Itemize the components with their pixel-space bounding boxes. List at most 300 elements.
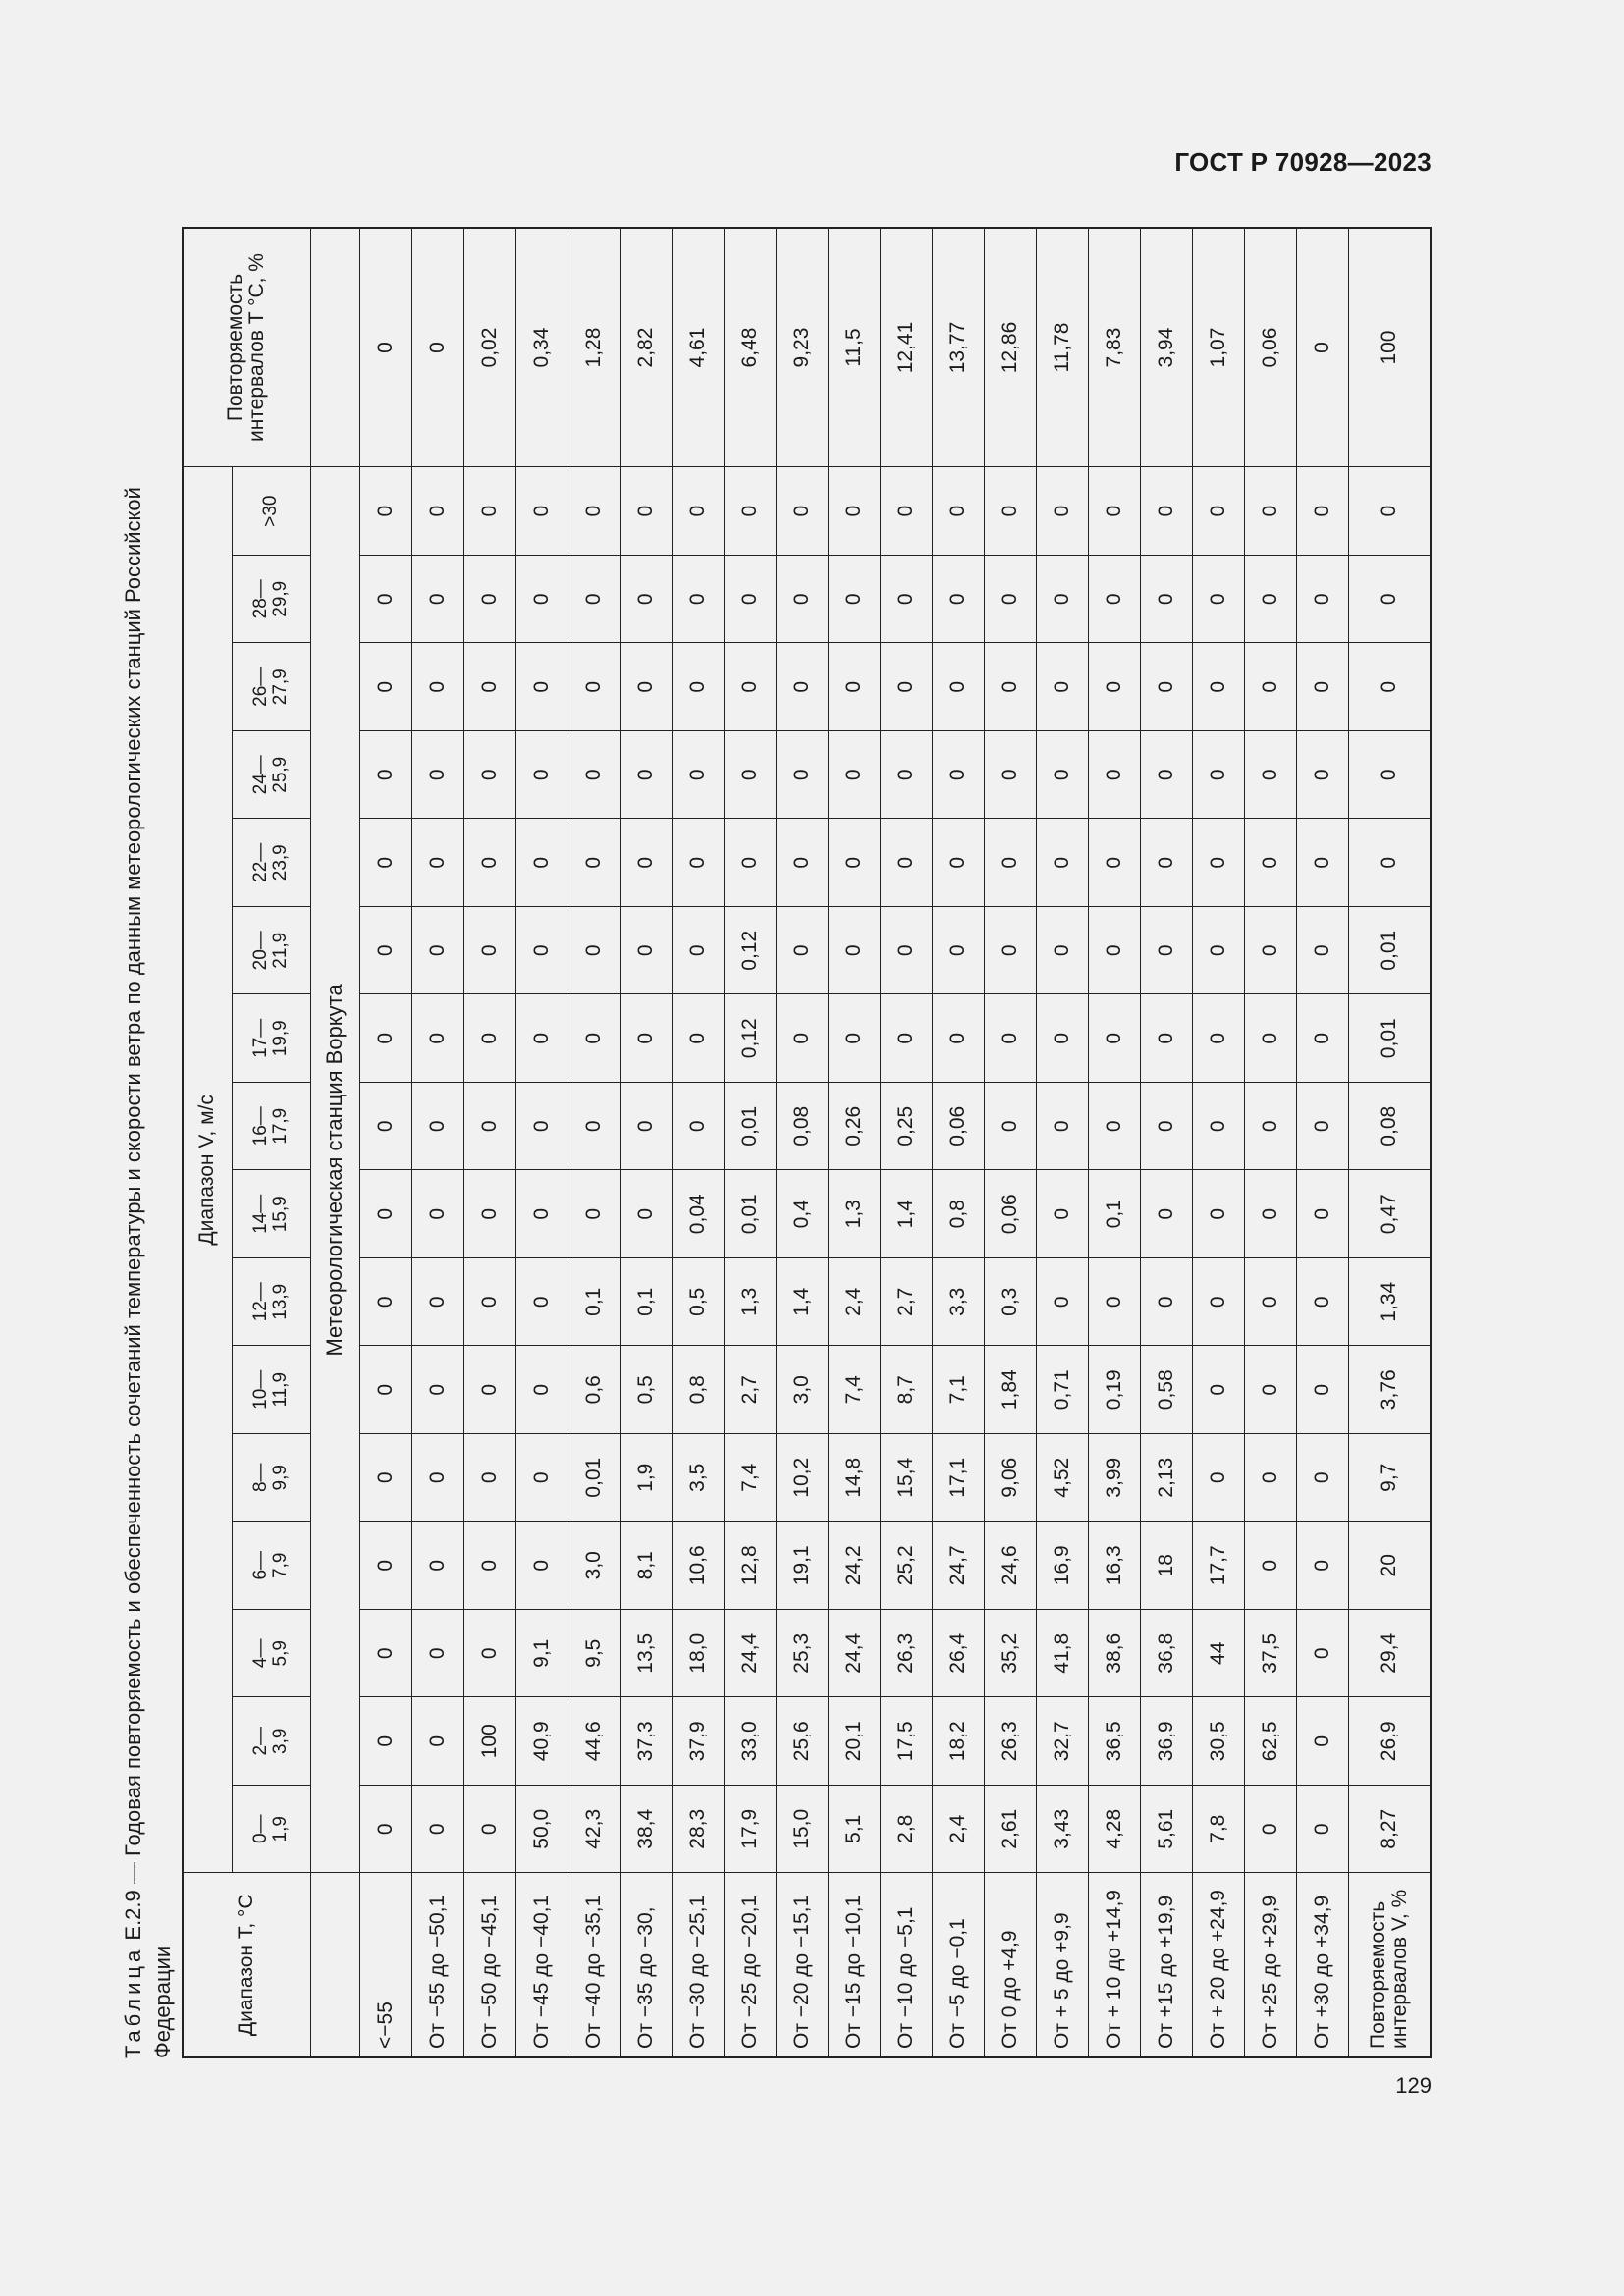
- table-row: [672, 228, 724, 2057]
- value-cell: 0: [359, 1786, 411, 1874]
- value-cell: 0: [1296, 1258, 1348, 1347]
- value-cell: 0: [1296, 556, 1348, 644]
- value-cell: 0: [880, 643, 932, 731]
- value-cell: 3,5: [672, 1434, 724, 1522]
- value-cell: 3,3: [932, 1258, 984, 1347]
- value-cell: 0: [1036, 1258, 1088, 1347]
- value-cell: 0: [359, 1346, 411, 1434]
- value-cell: 38,4: [620, 1786, 672, 1874]
- value-cell: 1,34: [1348, 1258, 1431, 1347]
- value-cell: 0: [1348, 819, 1431, 907]
- value-cell: 0: [1088, 731, 1140, 820]
- value-cell: 0: [1088, 819, 1140, 907]
- value-cell: 0: [463, 731, 515, 820]
- value-cell: 37,9: [672, 1697, 724, 1786]
- value-cell: 0: [880, 819, 932, 907]
- value-cell: 0,01: [1348, 994, 1431, 1083]
- value-cell: 0: [1140, 556, 1192, 644]
- value-cell: 0: [1192, 1346, 1244, 1434]
- value-cell: 0: [1192, 556, 1244, 644]
- value-cell: 1,9: [620, 1434, 672, 1522]
- value-cell: 0: [620, 643, 672, 731]
- table-row: [984, 228, 1036, 2057]
- standard-designation: ГОСТ Р 70928—2023: [1174, 147, 1432, 177]
- table-row: [411, 228, 463, 2057]
- wind-temperature-table: [182, 227, 1432, 2058]
- value-cell: 4,28: [1088, 1786, 1140, 1874]
- value-cell: 0: [620, 731, 672, 820]
- row-label: От −30 до −25,1: [672, 1873, 724, 2057]
- value-cell: 0: [880, 907, 932, 995]
- table-row: [1296, 228, 1348, 2057]
- value-cell: 36,9: [1140, 1697, 1192, 1786]
- value-cell: 13,5: [620, 1610, 672, 1698]
- row-label: От + 5 до +9,9: [1036, 1873, 1088, 2057]
- value-cell: 2,4: [828, 1258, 880, 1347]
- value-cell: 0: [932, 994, 984, 1083]
- row-label: От −5 до −0,1: [932, 1873, 984, 2057]
- value-cell: 10,2: [776, 1434, 828, 1522]
- value-cell: 0: [463, 1083, 515, 1171]
- value-cell: 0: [568, 994, 620, 1083]
- value-cell: 0: [515, 643, 568, 731]
- value-cell: 2,7: [724, 1346, 776, 1434]
- value-cell: 0: [411, 467, 463, 556]
- value-cell: 0: [1036, 731, 1088, 820]
- value-cell: 0: [1296, 1610, 1348, 1698]
- value-cell: 0,1: [1088, 1170, 1140, 1258]
- value-cell: 24,4: [724, 1610, 776, 1698]
- value-cell: 0: [1244, 1522, 1296, 1610]
- value-cell: 0: [828, 819, 880, 907]
- value-cell: 0: [828, 994, 880, 1083]
- value-cell: 0: [411, 1434, 463, 1522]
- value-cell: 0: [932, 556, 984, 644]
- value-cell: 0: [411, 907, 463, 995]
- value-cell: 0: [984, 907, 1036, 995]
- value-cell: 0: [1348, 467, 1431, 556]
- value-cell: 0: [411, 1083, 463, 1171]
- value-cell: 0: [1140, 819, 1192, 907]
- value-cell: 1,3: [828, 1170, 880, 1258]
- value-cell: 0: [359, 1610, 411, 1698]
- row-label: От −50 до −45,1: [463, 1873, 515, 2057]
- value-cell: 0: [1244, 556, 1296, 644]
- value-cell: 32,7: [1036, 1697, 1088, 1786]
- station-name: Метеорологическая станция Воркута: [310, 467, 359, 1873]
- value-cell: 0: [515, 1170, 568, 1258]
- value-cell: 0: [1296, 1170, 1348, 1258]
- value-cell: 0: [568, 1170, 620, 1258]
- table-row: [620, 228, 672, 2057]
- value-cell: 0: [411, 731, 463, 820]
- value-cell: 0: [1192, 1434, 1244, 1522]
- value-cell: 0: [724, 819, 776, 907]
- value-cell: 0,01: [568, 1434, 620, 1522]
- row-total: 2,82: [620, 228, 672, 467]
- value-cell: 0: [359, 731, 411, 820]
- rotated-table-block: [119, 229, 1435, 2058]
- table-row: [463, 228, 515, 2057]
- table-row: [724, 228, 776, 2057]
- value-cell: 0: [1088, 1258, 1140, 1347]
- value-cell: 0: [1140, 907, 1192, 995]
- value-cell: 0: [1192, 643, 1244, 731]
- value-cell: 0,5: [672, 1258, 724, 1347]
- value-cell: 0: [1036, 907, 1088, 995]
- value-cell: 100: [463, 1697, 515, 1786]
- value-cell: 20,1: [828, 1697, 880, 1786]
- value-cell: 0: [1244, 1083, 1296, 1171]
- value-cell: 0,8: [672, 1346, 724, 1434]
- speed-range-header: 6— 7,9: [232, 1522, 310, 1610]
- value-cell: 0,08: [776, 1083, 828, 1171]
- value-cell: 0: [932, 643, 984, 731]
- value-cell: 0: [1036, 819, 1088, 907]
- value-cell: 0: [515, 1522, 568, 1610]
- speed-range-header: 12— 13,9: [232, 1258, 310, 1347]
- value-cell: 0: [515, 994, 568, 1083]
- value-cell: 8,27: [1348, 1786, 1431, 1874]
- caption-label: Таблица: [121, 1946, 145, 2058]
- value-cell: 0,1: [620, 1258, 672, 1347]
- value-cell: 26,3: [984, 1697, 1036, 1786]
- value-cell: 0: [1296, 1083, 1348, 1171]
- value-cell: 0: [411, 1610, 463, 1698]
- value-cell: 0: [463, 907, 515, 995]
- value-cell: 0: [724, 731, 776, 820]
- speed-range-header: >30: [232, 467, 310, 556]
- value-cell: 0,26: [828, 1083, 880, 1171]
- value-cell: 0: [359, 1258, 411, 1347]
- value-cell: 0: [1192, 1258, 1244, 1347]
- value-cell: 0,01: [724, 1170, 776, 1258]
- value-cell: 30,5: [1192, 1697, 1244, 1786]
- value-cell: 0: [1192, 907, 1244, 995]
- value-cell: 0,19: [1088, 1346, 1140, 1434]
- value-cell: 44,6: [568, 1697, 620, 1786]
- row-total: 100: [1348, 228, 1431, 467]
- value-cell: 0: [515, 556, 568, 644]
- value-cell: 0: [1296, 731, 1348, 820]
- row-total: 4,61: [672, 228, 724, 467]
- value-cell: 28,3: [672, 1786, 724, 1874]
- value-cell: 0: [1296, 819, 1348, 907]
- row-total: 12,41: [880, 228, 932, 467]
- row-label: От 0 до +4,9: [984, 1873, 1036, 2057]
- value-cell: 0: [724, 467, 776, 556]
- value-cell: 0: [568, 1083, 620, 1171]
- row-total: 6,48: [724, 228, 776, 467]
- value-cell: 0: [672, 467, 724, 556]
- value-cell: 0: [1036, 467, 1088, 556]
- value-cell: 0: [672, 1083, 724, 1171]
- value-cell: 0: [1192, 819, 1244, 907]
- value-cell: 0: [1348, 643, 1431, 731]
- value-cell: 0: [411, 994, 463, 1083]
- value-cell: 0: [828, 556, 880, 644]
- table-caption: [119, 229, 178, 2058]
- value-cell: 0,47: [1348, 1170, 1431, 1258]
- row-label: Повторяемость интервалов V, %: [1348, 1873, 1431, 2057]
- speed-range-header: 0— 1,9: [232, 1786, 310, 1874]
- value-cell: 0: [1296, 907, 1348, 995]
- value-cell: 0: [1296, 1786, 1348, 1874]
- value-cell: 17,1: [932, 1434, 984, 1522]
- page-number: 129: [1395, 2073, 1432, 2098]
- value-cell: 17,9: [724, 1786, 776, 1874]
- value-cell: 0: [359, 1434, 411, 1522]
- value-cell: 0: [776, 907, 828, 995]
- value-cell: 0: [411, 556, 463, 644]
- value-cell: 3,0: [568, 1522, 620, 1610]
- row-total: 0,06: [1244, 228, 1296, 467]
- row-label: От −25 до −20,1: [724, 1873, 776, 2057]
- caption-dash: —: [121, 1862, 145, 1885]
- value-cell: 0,5: [620, 1346, 672, 1434]
- speed-range-header: 26— 27,9: [232, 643, 310, 731]
- value-cell: 16,9: [1036, 1522, 1088, 1610]
- value-cell: 0: [1296, 467, 1348, 556]
- value-cell: 0: [1088, 467, 1140, 556]
- value-cell: 0: [359, 467, 411, 556]
- value-cell: 0: [411, 819, 463, 907]
- caption-text: Годовая повторяемость и обеспеченность сочетаний температуры и скорости ветра по данным метеорологических станций Российской: [121, 487, 145, 1856]
- value-cell: 7,4: [828, 1346, 880, 1434]
- value-cell: 0: [359, 819, 411, 907]
- value-cell: 17,5: [880, 1697, 932, 1786]
- value-cell: 7,1: [932, 1346, 984, 1434]
- value-cell: 3,43: [1036, 1786, 1088, 1874]
- row-total: 12,86: [984, 228, 1036, 467]
- table-row: [828, 228, 880, 2057]
- value-cell: 0: [1140, 643, 1192, 731]
- value-cell: 5,1: [828, 1786, 880, 1874]
- value-cell: 0: [984, 467, 1036, 556]
- header-repeatability: Повторяемость интервалов T °C, %: [183, 228, 310, 467]
- value-cell: 0: [1140, 731, 1192, 820]
- value-cell: 19,1: [776, 1522, 828, 1610]
- value-cell: 0: [515, 1434, 568, 1522]
- value-cell: 0: [1296, 1697, 1348, 1786]
- value-cell: 0: [776, 731, 828, 820]
- speed-range-header: 20— 21,9: [232, 907, 310, 995]
- value-cell: 0: [463, 467, 515, 556]
- row-total: 0: [359, 228, 411, 467]
- value-cell: 0: [932, 467, 984, 556]
- value-cell: 9,7: [1348, 1434, 1431, 1522]
- value-cell: 25,2: [880, 1522, 932, 1610]
- value-cell: 0: [463, 556, 515, 644]
- value-cell: 0: [620, 1170, 672, 1258]
- value-cell: 0: [515, 731, 568, 820]
- row-total: 13,77: [932, 228, 984, 467]
- row-total: 3,94: [1140, 228, 1192, 467]
- value-cell: 0: [1036, 994, 1088, 1083]
- value-cell: 0: [620, 1083, 672, 1171]
- value-cell: 0: [359, 1083, 411, 1171]
- row-label: От +15 до +19,9: [1140, 1873, 1192, 2057]
- value-cell: 0: [672, 819, 724, 907]
- value-cell: 0: [776, 643, 828, 731]
- value-cell: 0: [515, 1083, 568, 1171]
- value-cell: 3,99: [1088, 1434, 1140, 1522]
- value-cell: 26,3: [880, 1610, 932, 1698]
- value-cell: 0: [724, 643, 776, 731]
- station-spacer-cell: [310, 228, 359, 467]
- value-cell: 36,8: [1140, 1610, 1192, 1698]
- value-cell: 1,84: [984, 1346, 1036, 1434]
- row-label: От + 20 до +24,9: [1192, 1873, 1244, 2057]
- value-cell: 0: [880, 731, 932, 820]
- value-cell: 14,8: [828, 1434, 880, 1522]
- value-cell: 0: [463, 643, 515, 731]
- value-cell: 0: [1296, 643, 1348, 731]
- value-cell: 0: [1036, 1083, 1088, 1171]
- value-cell: 0,06: [984, 1170, 1036, 1258]
- value-cell: 26,9: [1348, 1697, 1431, 1786]
- value-cell: 62,5: [1244, 1697, 1296, 1786]
- value-cell: 0: [463, 1522, 515, 1610]
- value-cell: 0: [776, 556, 828, 644]
- value-cell: 0: [1296, 1522, 1348, 1610]
- row-label: От + 10 до +14,9: [1088, 1873, 1140, 2057]
- row-label: От −45 до −40,1: [515, 1873, 568, 2057]
- value-cell: 0: [515, 819, 568, 907]
- value-cell: 0: [568, 643, 620, 731]
- value-cell: 0: [515, 467, 568, 556]
- header-speed-range: Диапазон V, м/с: [183, 467, 232, 1873]
- value-cell: 0: [672, 994, 724, 1083]
- value-cell: 33,0: [724, 1697, 776, 1786]
- value-cell: 0: [880, 467, 932, 556]
- value-cell: 0,58: [1140, 1346, 1192, 1434]
- value-cell: 0: [1140, 1083, 1192, 1171]
- value-cell: 0: [411, 643, 463, 731]
- value-cell: 0: [411, 1346, 463, 1434]
- value-cell: 0: [463, 1346, 515, 1434]
- value-cell: 0: [1088, 994, 1140, 1083]
- value-cell: 2,13: [1140, 1434, 1192, 1522]
- row-label: От −35 до −30,: [620, 1873, 672, 2057]
- table-row: [880, 228, 932, 2057]
- value-cell: 0: [1140, 1170, 1192, 1258]
- value-cell: 0: [1192, 1083, 1244, 1171]
- row-total: 11,5: [828, 228, 880, 467]
- value-cell: 25,3: [776, 1610, 828, 1698]
- value-cell: 20: [1348, 1522, 1431, 1610]
- value-cell: 2,8: [880, 1786, 932, 1874]
- speed-range-header: 4— 5,9: [232, 1610, 310, 1698]
- value-cell: 0: [672, 556, 724, 644]
- value-cell: 7,8: [1192, 1786, 1244, 1874]
- value-cell: 0: [1244, 467, 1296, 556]
- value-cell: 0: [1244, 819, 1296, 907]
- value-cell: 0: [463, 819, 515, 907]
- value-cell: 15,0: [776, 1786, 828, 1874]
- value-cell: 0: [880, 994, 932, 1083]
- speed-range-header: 10— 11,9: [232, 1346, 310, 1434]
- value-cell: 0: [828, 731, 880, 820]
- table-row: [1192, 228, 1244, 2057]
- value-cell: 35,2: [984, 1610, 1036, 1698]
- value-cell: 0: [1088, 1083, 1140, 1171]
- value-cell: 0: [359, 907, 411, 995]
- value-cell: 12,8: [724, 1522, 776, 1610]
- value-cell: 24,7: [932, 1522, 984, 1610]
- value-cell: 10,6: [672, 1522, 724, 1610]
- value-cell: 0,3: [984, 1258, 1036, 1347]
- value-cell: 25,6: [776, 1697, 828, 1786]
- value-cell: 0: [984, 556, 1036, 644]
- value-cell: 0: [828, 643, 880, 731]
- value-cell: 38,6: [1088, 1610, 1140, 1698]
- value-cell: 8,1: [620, 1522, 672, 1610]
- value-cell: 0: [932, 731, 984, 820]
- value-cell: 15,4: [880, 1434, 932, 1522]
- value-cell: 1,4: [880, 1170, 932, 1258]
- value-cell: 0: [984, 994, 1036, 1083]
- row-total: 11,78: [1036, 228, 1088, 467]
- value-cell: 0: [1244, 907, 1296, 995]
- value-cell: 0: [568, 731, 620, 820]
- value-cell: 0: [1192, 731, 1244, 820]
- value-cell: 0,25: [880, 1083, 932, 1171]
- value-cell: 0: [984, 731, 1036, 820]
- value-cell: 0,01: [724, 1083, 776, 1171]
- value-cell: 3,0: [776, 1346, 828, 1434]
- table-row: [776, 228, 828, 2057]
- value-cell: 0: [411, 1258, 463, 1347]
- value-cell: 24,2: [828, 1522, 880, 1610]
- row-label: От −40 до −35,1: [568, 1873, 620, 2057]
- value-cell: 0: [1348, 556, 1431, 644]
- value-cell: 0: [411, 1697, 463, 1786]
- value-cell: 0: [568, 819, 620, 907]
- value-cell: 0: [828, 467, 880, 556]
- value-cell: 0: [1244, 1434, 1296, 1522]
- speed-range-header: 28— 29,9: [232, 556, 310, 644]
- value-cell: 37,3: [620, 1697, 672, 1786]
- value-cell: 0: [1244, 643, 1296, 731]
- table-total-row: [1348, 228, 1431, 2057]
- row-label: <−55: [359, 1873, 411, 2057]
- speed-range-header: 14— 15,9: [232, 1170, 310, 1258]
- value-cell: 0: [359, 556, 411, 644]
- value-cell: 18,2: [932, 1697, 984, 1786]
- value-cell: 0: [515, 1258, 568, 1347]
- value-cell: 3,76: [1348, 1346, 1431, 1434]
- value-cell: 42,3: [568, 1786, 620, 1874]
- table-row: [1088, 228, 1140, 2057]
- value-cell: 0,04: [672, 1170, 724, 1258]
- value-cell: 0: [1244, 994, 1296, 1083]
- value-cell: 18,0: [672, 1610, 724, 1698]
- value-cell: 0,06: [932, 1083, 984, 1171]
- value-cell: 0: [1192, 994, 1244, 1083]
- value-cell: 9,06: [984, 1434, 1036, 1522]
- value-cell: 0,8: [932, 1170, 984, 1258]
- value-cell: 44: [1192, 1610, 1244, 1698]
- value-cell: 0: [515, 907, 568, 995]
- value-cell: 0: [672, 731, 724, 820]
- row-total: 1,07: [1192, 228, 1244, 467]
- value-cell: 0: [463, 994, 515, 1083]
- value-cell: 41,8: [1036, 1610, 1088, 1698]
- value-cell: 0: [984, 643, 1036, 731]
- value-cell: 50,0: [515, 1786, 568, 1874]
- value-cell: 0: [1296, 1434, 1348, 1522]
